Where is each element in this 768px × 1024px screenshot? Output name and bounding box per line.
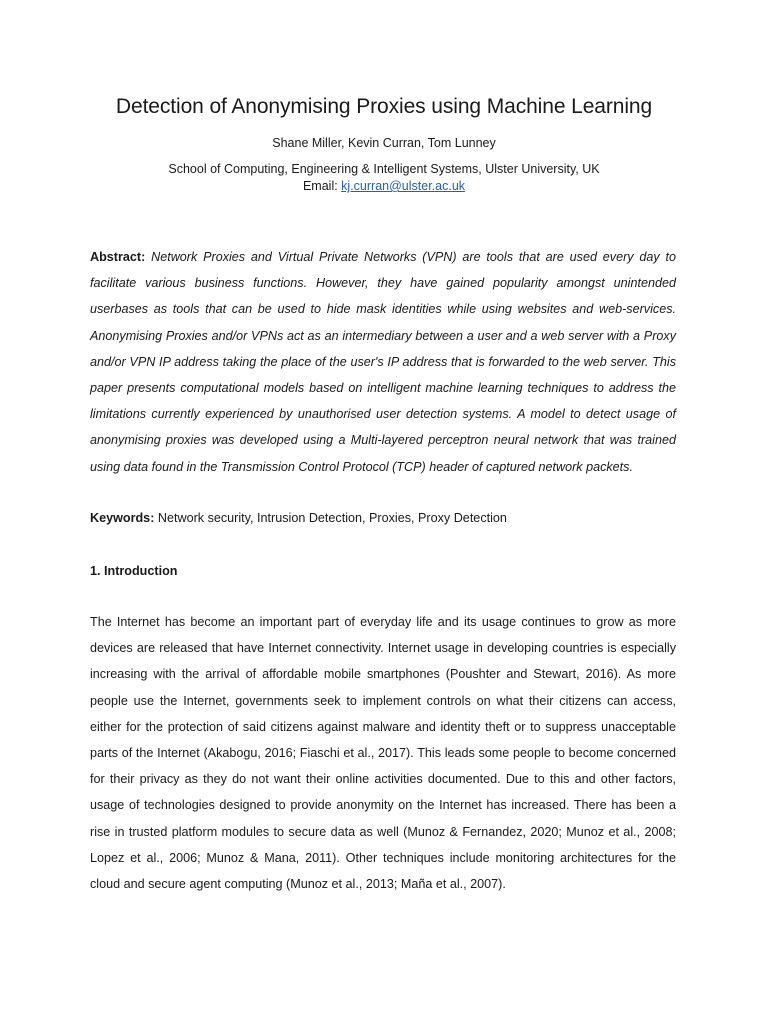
keywords-label: Keywords: [90,511,155,525]
paper-title: Detection of Anonymising Proxies using Machine Learning [115,95,653,118]
email-label: Email: [302,179,342,193]
email-link[interactable]: kj.curran@ulster.ac.uk [341,179,466,193]
keywords-line [90,505,676,531]
abstract-text: Network Proxies and Virtual Private Networks (VPN) are tools that are used every day to facilitate various business functions. However, they have gained popularity amongst unintended userbases as tools that can be used to hide mask identities while using websites and web-services. Anonymising Proxies and/or VPNs act as an intermediary between a user and a web server with a Proxy and/or VPN IP address taking the place of the user's IP address that is forwarded to the web server. This paper presents computational models based on intelligent machine learning techniques to address the limitations currently experienced by unauthorised user detection systems. A model to detect usage of anonymising proxies was developed using a Multi-layered perceptron neural network that was trained using data found in the Transmission Control Protocol (TCP) header of captured network packets. [90,250,676,474]
abstract-label: Abstract: [90,250,146,264]
abstract-paragraph [90,244,676,480]
author-list: Shane Miller, Kevin Curran, Tom Lunney [272,136,496,150]
introduction-paragraph: The Internet has become an important part of everyday life and its usage continues to grow as more devices are released that have Internet connectivity. Internet usage in developing countries is especially increasing with the arrival of affordable mobile smartphones (Poushter and Stewart, 2016). As more people use the Internet, governments seek to implement controls on what their citizens can access, either for the protection of said citizens against malware and identity theft or to suppress unacceptable parts of the Internet (Akabogu, 2016; Fiaschi et al., 2017). This leads some people to become concerned for their privacy as they do not want their online activities documented. Due to this and other factors, usage of technologies designed to provide anonymity on the Internet has increased. There has been a rise in trusted platform modules to secure data as well (Munoz & Fernandez, 2020; Munoz et al., 2008; Lopez et al., 2006; Munoz & Mana, 2011). Other techniques include monitoring architectures for the cloud and secure agent computing (Munoz et al., 2013; Maña et al., 2007). [90,615,676,892]
section-heading-introduction: 1. Introduction [90,564,178,578]
affiliation: School of Computing, Engineering & Intelligent Systems, Ulster University, UK [168,162,600,176]
email-line [0,178,768,195]
keywords-text: Network security, Intrusion Detection, Proxies, Proxy Detection [157,511,507,525]
